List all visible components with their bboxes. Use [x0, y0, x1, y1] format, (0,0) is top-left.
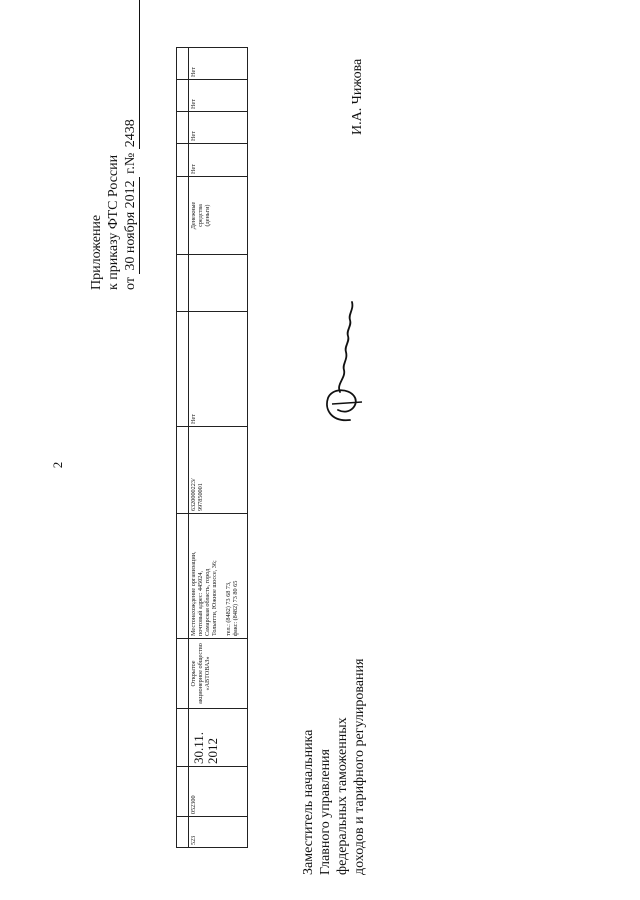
kpp-line: 997850001 — [197, 483, 205, 511]
cell-organization-name — [189, 639, 248, 709]
cell-row-number: 523 — [189, 817, 248, 848]
appendix-order-reference: к приказу ФТС России — [106, 154, 121, 290]
table-row — [189, 48, 248, 848]
appendix-order-date-line — [122, 0, 140, 290]
table-row — [177, 48, 189, 848]
fax-line: факс: (8482) 73 80 65 — [231, 580, 239, 636]
org-name-line: Открытое — [190, 660, 197, 687]
year-suffix: г. — [123, 166, 138, 174]
org-name-line: акционерное общество — [197, 643, 205, 704]
cell-inn-kpp — [189, 427, 248, 514]
cell-column-9: Нет — [189, 144, 248, 177]
signer-position-line: Главного управления — [318, 749, 333, 875]
page-number: 2 — [50, 461, 65, 469]
address-line: Тольятти, Южное шоссе, 36; — [211, 560, 219, 636]
goods-type-line: Денежные — [190, 201, 197, 230]
cell-goods-type — [189, 177, 248, 255]
signer-name: И.А. Чижова — [350, 58, 365, 135]
cell-column-7 — [189, 255, 248, 312]
cell-date-day-month: 30.11. — [191, 731, 206, 764]
cell-column-6: Нет — [189, 312, 248, 427]
cell-column-10: Нет — [189, 112, 248, 144]
register-table-rotated — [176, 48, 248, 848]
signer-position-line: доходов и тарифного регулирования — [352, 658, 367, 875]
order-date: 30 ноября 2012 — [122, 177, 140, 273]
address-line: Самарская область, город — [204, 568, 212, 636]
appendix-title: Приложение — [89, 214, 104, 290]
phone-line: тел.: (8482) 73 68 73, — [224, 581, 232, 636]
cell-column-12: Нет — [189, 48, 248, 80]
cell-date — [189, 709, 248, 767]
address-line: почтовый адрес: 445024, — [197, 570, 205, 636]
signer-position — [300, 659, 368, 875]
date-prefix: от — [123, 277, 138, 290]
order-number: 2438 — [122, 0, 140, 149]
inn-line: 6320000223/ — [190, 478, 197, 511]
number-sign: № — [123, 152, 138, 167]
register-table — [176, 47, 248, 848]
cell-code: 052300 — [189, 767, 248, 817]
signer-position-line: федеральных таможенных — [335, 717, 350, 875]
signer-position-line: Заместитель начальника — [301, 729, 316, 875]
appendix-header — [88, 0, 140, 290]
handwritten-signature — [310, 292, 370, 427]
address-line: Местонахождение организации, — [190, 551, 197, 636]
cell-organization-address — [189, 514, 248, 639]
goods-type-line: средства — [197, 204, 205, 227]
org-name-line: «АВТОВАЗ» — [204, 656, 212, 691]
goods-type-line: (деньги) — [204, 204, 212, 227]
cell-column-11: Нет — [189, 80, 248, 112]
cell-date-year: 2012 — [204, 738, 220, 764]
